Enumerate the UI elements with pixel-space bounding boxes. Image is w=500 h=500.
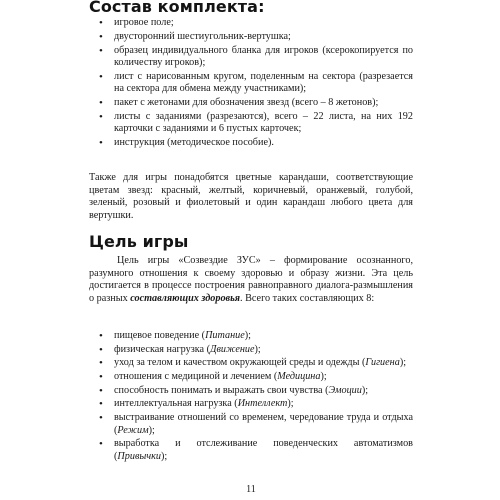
list-item-text: игровое поле; [114, 17, 174, 28]
component-term: Привычки [117, 450, 161, 462]
component-term: Медицина [277, 371, 321, 383]
list-item-text: лист с нарисованным кругом, поделенным на сектора (разрезается на сектора для обмена между участниками); [114, 70, 413, 95]
list-item [89, 438, 413, 463]
component-text: выработка и отслеживание поведенческих автоматизмов ( [114, 438, 413, 462]
bullet-icon: • [99, 438, 103, 451]
component-term: Режим [117, 424, 149, 436]
component-after: ); [254, 343, 261, 355]
paragraph-extra-supplies: Также для игры понадобятся цветные карандаши, соответствующие цветам звезд: красный, желтый, коричневый, оранжевый, голубой, зеленый, розовый и фиолетовый и один карандаш любого цвета для вертушки. [89, 172, 413, 221]
bullet-icon: • [99, 384, 103, 397]
component-text: способность понимать и выражать свои чувства ( [114, 384, 329, 396]
bullet-icon: • [99, 17, 103, 29]
list-item [89, 45, 413, 70]
list-item [89, 111, 413, 136]
list-item-text: листы с заданиями (разрезаются), всего – 22 листа, на них 192 карточки с заданиями и 6 пустых карточек; [114, 110, 413, 135]
component-term: Гигиена [365, 357, 400, 369]
list-item [89, 344, 413, 357]
component-after: ); [320, 371, 327, 383]
composition-list [89, 17, 413, 151]
bullet-icon: • [99, 97, 103, 110]
component-after: ); [148, 424, 155, 436]
bullet-icon: • [99, 398, 103, 411]
bullet-icon: • [99, 137, 103, 150]
list-item-text: инструкция (методическое пособие). [114, 137, 274, 149]
section-heading-goal: Цель игры [89, 232, 189, 251]
component-text: физическая нагрузка ( [114, 343, 210, 355]
component-term: Движение [210, 343, 255, 355]
component-text: интеллектуальная нагрузка ( [114, 398, 238, 410]
page-number: 11 [246, 484, 256, 495]
component-after: ); [287, 398, 294, 410]
bullet-icon: • [99, 371, 103, 384]
paragraph-goal-text-start: Цель игры «Созвездие ЗУС» – формирование осознанного, разумного отношения к своему здоровью и образу жизни. Эта цель достигается в процессе построения равноправного диалога-размышления о разных [89, 255, 413, 304]
component-text: пищевое поведение ( [114, 330, 206, 341]
bullet-icon: • [99, 44, 103, 57]
paragraph-goal [89, 255, 413, 305]
bullet-icon: • [99, 30, 103, 43]
list-item-text: двусторонний шестиугольник-вертушка; [114, 30, 291, 42]
health-components-list [89, 330, 413, 465]
list-item-text: образец индивидуального бланка для игроков (ксерокопируется по количеству игроков); [114, 44, 413, 69]
list-item [89, 137, 413, 150]
list-item [89, 398, 413, 411]
section-heading-composition: Состав комплекта: [89, 0, 265, 16]
component-after: ); [399, 357, 407, 369]
list-item [89, 371, 413, 384]
bullet-icon: • [99, 330, 103, 342]
paragraph-goal-text-end: . Всего таких составляющих 8: [240, 292, 375, 304]
bullet-icon: • [99, 357, 103, 370]
list-item [89, 97, 413, 110]
component-after: ); [161, 450, 168, 462]
list-item [89, 71, 413, 96]
list-item-text: пакет с жетонами для обозначения звезд (всего – 8 жетонов); [114, 97, 379, 109]
list-item [89, 357, 413, 370]
list-item [89, 412, 413, 437]
paragraph-goal-emphasis: составляющих здоровья [130, 292, 241, 304]
component-after: ); [361, 384, 369, 396]
component-term: Эмоции [328, 384, 362, 396]
list-item [89, 330, 413, 343]
list-item [89, 31, 413, 44]
bullet-icon: • [99, 343, 103, 356]
component-term: Интеллект [237, 398, 288, 410]
component-text: выстраивание отношений со временем, чередование труда и отдыха ( [114, 412, 413, 436]
component-text: отношения с медициной и лечением ( [114, 371, 278, 383]
bullet-icon: • [99, 412, 103, 425]
component-text: уход за телом и качеством окружающей среды и одежды ( [114, 357, 366, 369]
list-item [89, 17, 413, 30]
list-item [89, 385, 413, 398]
component-after: ); [244, 330, 251, 341]
bullet-icon: • [99, 70, 103, 83]
component-term: Питание [205, 330, 245, 341]
bullet-icon: • [99, 110, 103, 123]
